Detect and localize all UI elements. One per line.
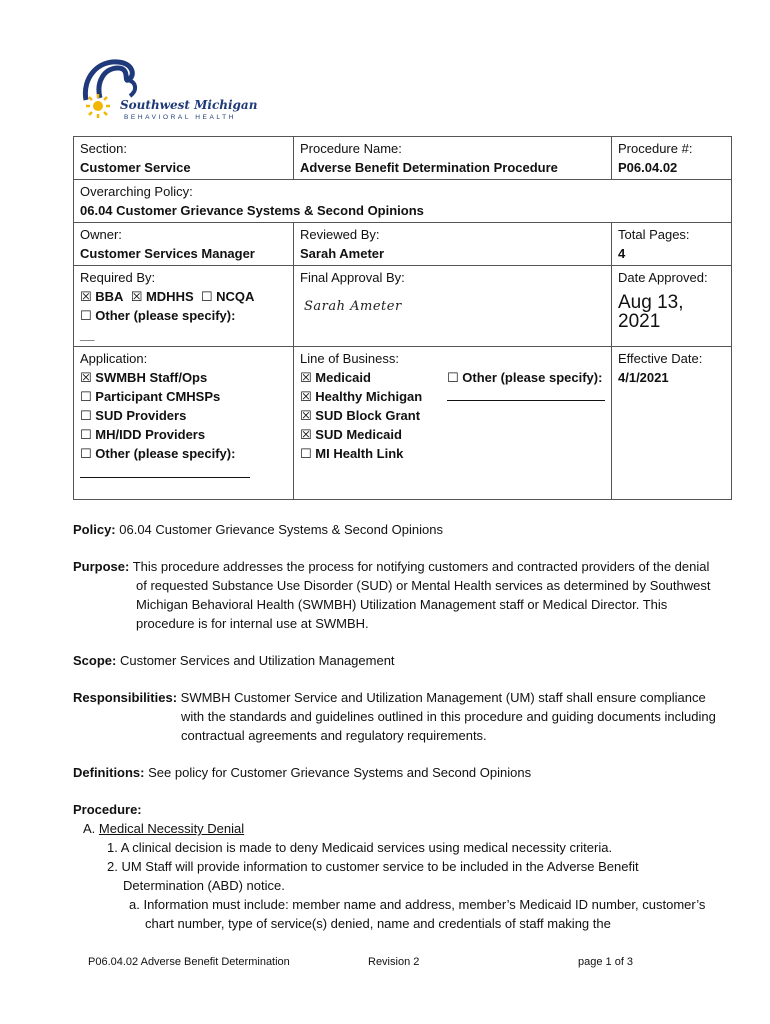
policy-text: 06.04 Customer Grievance Systems & Second Opinions [119,522,443,537]
lob-other-label: Other (please specify): [462,370,603,385]
purpose-text: This procedure addresses the process for notifying customers and contracted providers of the denial of requested Substance Use Disorder (SUD) or Mental Health services as determined by Southwest Michigan Behavioral Health (SWMBH) Utilization Management staff or Medical Director. This procedure is for internal use at SWMBH. [132,559,711,631]
procedure-step-1: 1. A clinical decision is made to deny Medicaid services using medical necessity criteria. [107,840,613,855]
effective-date-label: Effective Date: [618,351,703,366]
procedure-step-2: 2. UM Staff will provide information to customer service to be included in the Adverse Benefit Determination (ABD) notice. [107,859,639,893]
section-value: Customer Service [80,160,191,175]
lob-item-sud-medicaid: SUD Medicaid [315,427,402,442]
logo-subtitle: BEHAVIORAL HEALTH [124,114,236,121]
owner-label: Owner: [80,227,122,242]
bba-checkbox[interactable]: ☒ [80,289,92,304]
logo-title: Southwest Michigan [120,98,258,112]
required-by-cell [74,266,294,347]
app-item-participant-cmhsps: Participant CMHSPs [95,389,221,404]
approval-signature: Sarah Ameter [304,299,402,314]
application-cell [74,347,294,500]
app-checkbox[interactable]: ☐ [80,427,92,442]
definitions-text: See policy for Customer Grievance Systems and Second Opinions [148,765,532,780]
purpose-paragraph [73,557,723,633]
lob-checkbox[interactable]: ☒ [300,389,312,404]
procedure-number-label: Procedure #: [618,141,693,156]
app-item-sud-providers: SUD Providers [95,408,187,423]
ncqa-label: NCQA [216,289,255,304]
procedure-header-table [73,136,732,500]
final-approval-cell [294,266,612,347]
responsibilities-text: SWMBH Customer Service and Utilization Management (UM) staff shall ensure compliance with the standards and guidelines outlined in this procedure and guiding documents including contractual agreements and regulatory requirements. [180,690,716,743]
purpose-label: Purpose: [73,559,130,574]
effective-date-cell [612,347,732,500]
procedure-number-value: P06.04.02 [618,160,678,175]
lob-item-healthy-michigan: Healthy Michigan [315,389,423,404]
definitions-label: Definitions: [73,765,145,780]
lob-item-sud-block-grant: SUD Block Grant [315,408,421,423]
scope-paragraph [73,651,723,670]
overarching-policy-label: Overarching Policy: [80,184,193,199]
lob-checkbox[interactable]: ☒ [300,370,312,385]
app-item-swmbh-staff: SWMBH Staff/Ops [95,370,208,385]
app-checkbox[interactable]: ☐ [80,446,92,461]
required-other-label: Other (please specify): [95,308,236,323]
required-other-value: __ [80,327,95,342]
total-pages-value: 4 [618,246,626,261]
lob-other-blank[interactable] [447,388,605,401]
responsibilities-label: Responsibilities: [73,690,178,705]
app-checkbox[interactable]: ☒ [80,370,92,385]
line-of-business-cell [294,347,612,500]
footer-page-number: page 1 of 3 [578,956,634,968]
date-approved-value: Aug 13, 2021 [618,292,684,332]
lob-item-medicaid: Medicaid [315,370,371,385]
lob-checkbox[interactable]: ☒ [300,408,312,423]
ncqa-checkbox[interactable]: ☐ [200,289,213,304]
app-checkbox[interactable]: ☐ [80,408,92,423]
final-approval-label: Final Approval By: [300,270,405,285]
required-other-checkbox[interactable]: ☐ [80,308,92,323]
lob-checkbox[interactable]: ☒ [300,427,312,442]
scope-text: Customer Services and Utilization Management [119,653,395,668]
document-body [73,520,723,933]
app-item-other: Other (please specify): [95,446,236,461]
lob-checkbox[interactable]: ☐ [300,446,312,461]
app-checkbox[interactable]: ☐ [80,389,92,404]
section-a-heading [73,819,723,838]
required-by-label: Required By: [80,270,156,285]
lob-other-checkbox[interactable]: ☐ [447,370,459,385]
section-a-marker: A. [83,821,96,836]
line-of-business-label: Line of Business: [300,351,400,366]
application-other-blank[interactable] [80,463,250,478]
lob-item-mi-health-link: MI Health Link [315,446,404,461]
reviewed-by-value: Sarah Ameter [300,246,385,261]
procedure-number-cell [612,137,732,180]
procedure-name-value: Adverse Benefit Determination Procedure [300,160,558,175]
mdhhs-label: MDHHS [145,289,194,304]
overarching-policy-value: 06.04 Customer Grievance Systems & Second Opinions [80,203,424,218]
procedure-step-2a: a. Information must include: member name and address, member’s Medicaid ID number, customer’s chart number, type of service(s) denied, name and credentials of staff making the [129,897,706,931]
section-cell [74,137,294,180]
overarching-policy-cell [74,180,732,223]
reviewed-by-label: Reviewed By: [300,227,380,242]
date-approved-label: Date Approved: [618,270,708,285]
total-pages-cell [612,223,732,266]
responsibilities-paragraph [73,688,723,745]
procedure-name-label: Procedure Name: [300,141,402,156]
effective-date-value: 4/1/2021 [618,370,669,385]
bba-label: BBA [95,289,124,304]
procedure-heading: Procedure: [73,802,142,817]
procedure-name-cell [294,137,612,180]
app-item-mh-idd-providers: MH/IDD Providers [95,427,206,442]
owner-cell [74,223,294,266]
footer-revision: Revision 2 [368,956,420,968]
owner-value: Customer Services Manager [80,246,255,261]
scope-label: Scope: [73,653,117,668]
section-label: Section: [80,141,127,156]
mdhhs-checkbox[interactable]: ☒ [130,289,143,304]
date-approved-cell [612,266,732,347]
total-pages-label: Total Pages: [618,227,690,242]
section-a-title: Medical Necessity Denial [98,821,245,836]
application-label: Application: [80,351,148,366]
reviewed-by-cell [294,223,612,266]
definitions-paragraph [73,763,723,782]
policy-paragraph [73,520,723,539]
policy-label: Policy: [73,522,116,537]
footer-document-name: P06.04.02 Adverse Benefit Determination [88,956,290,968]
